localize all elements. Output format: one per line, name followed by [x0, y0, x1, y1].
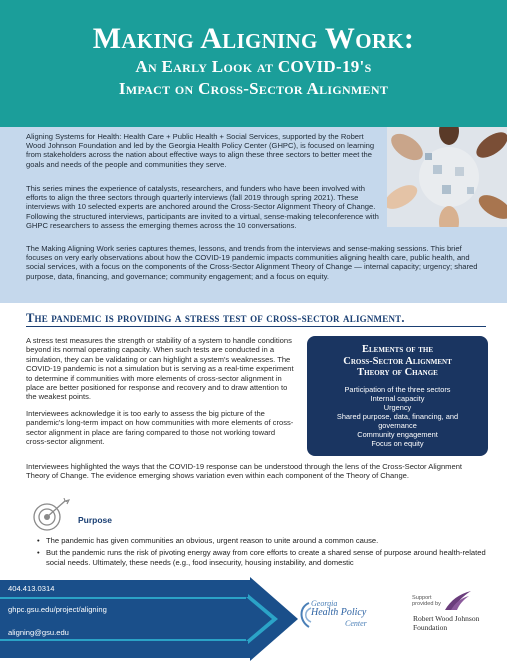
list-item: • The pandemic has given communities an obvious, urgent reason to unite around a common cause. [37, 536, 497, 545]
body-paragraph: A stress test measures the strength or stability of a system to handle conditions beyond its normal operating capacity. When such tests are conducted in a simulation, they can be validating or can highlight a system's weaknesses. The COVID-19 pandemic is not a simulation but is serving as a real-time experiment to determine if communities with more elements of cross-sector alignment in place are better positioned for response and recovery and to draw attention to the weakest points. [26, 336, 294, 402]
list-item: Internal capacity [370, 393, 425, 403]
puzzle-hands-photo [387, 127, 507, 227]
body-paragraph: Interviewees highlighted the ways that the COVID-19 response can be understood through the lens of the Cross-Sector Alignment Theory of Change. The evidence emerging shows variation even within each component of the Theory of Change. [26, 462, 463, 481]
elements-list [307, 385, 488, 449]
intro-paragraph: This series mines the experience of catalysts, researchers, and funders who have been involved with efforts to align the three sectors through quarterly interviews (fall 2019 through spring 2021). These interviews with 10 selected experts are anchored around the Cross-Sector Alignment Theory of Change. Following the structured interviews, participants are invited to a virtual, sense-making teleconference with GHPC researchers to assess the emerging themes across the 10 conversations. [26, 184, 379, 230]
page-subtitle-line2: Impact on Cross-Sector Alignment [118, 79, 389, 98]
purpose-heading: Purpose [78, 515, 113, 525]
support-label: Support provided by [412, 595, 441, 608]
section-heading: The pandemic is providing a stress test of cross-sector alignment. [26, 311, 405, 325]
theory-of-change-box [307, 336, 488, 456]
page-title: Making Aligning Work: [92, 22, 415, 55]
list-item: Community engagement [357, 429, 438, 439]
body-paragraph: Interviewees acknowledge it is too early to assess the big picture of the pandemic's long-term impact on how communities with more elements of cross-sector alignment in place are faring compared to those not working toward cross-sector alignment. [26, 409, 294, 447]
box-title: Elements of the Cross-Sector Alignment Theory of Change [343, 344, 452, 378]
page-subtitle-line1: An Early Look at COVID-19's [135, 57, 372, 76]
intro-panel [0, 127, 507, 303]
footer [0, 577, 507, 661]
list-item: Urgency [383, 402, 412, 412]
list-item: Shared purpose, data, financing, and [336, 411, 459, 421]
list-item: governance [378, 420, 417, 430]
header-banner [0, 0, 507, 127]
section-divider [26, 326, 486, 327]
intro-paragraph: The Making Aligning Work series captures themes, lessons, and trends from the interviews and sense-making sessions. This brief focuses on very early observations about how the COVID-19 pandemic impacts communities aligning health care, public health, and social services, with a focus on the components of the Cross-Sector Alignment Theory of Change — internal capacity; urgency; shared purpose, data, financing, and governance; community engagement; and a focus on equity. [26, 244, 478, 281]
email-link[interactable]: aligning@gsu.edu [8, 628, 69, 637]
list-item: Focus on equity [371, 439, 424, 449]
puzzle-hands-image [387, 127, 507, 227]
rwjf-logo: Robert Wood Johnson Foundation [413, 614, 480, 632]
phone-number: 404.413.0314 [8, 584, 55, 593]
target-icon [31, 498, 73, 532]
intro-paragraph: Aligning Systems for Health: Health Care + Public Health + Social Services, supported by the Robert Wood Johnson Foundation and led by the Georgia Health Policy Center (GHPC), is focused on learning from stakeholders across the nation about effective ways to align these three sectors to better meet the goals and needs of the people and communities they serve. [26, 132, 375, 169]
list-item: • But the pandemic runs the risk of pivoting energy away from core efforts to create a shared sense of purpose around health-related social needs. Ultimately, these needs (e.g., food insecurity, housing instability, and domestic [37, 548, 497, 567]
purpose-bullets [37, 536, 497, 570]
rwjf-wing-icon [443, 590, 473, 612]
ghpc-logo: Georgia Health Policy Center [297, 599, 397, 639]
list-item: Participation of the three sectors [344, 384, 451, 394]
website-link[interactable]: ghpc.gsu.edu/project/aligning [8, 605, 107, 614]
